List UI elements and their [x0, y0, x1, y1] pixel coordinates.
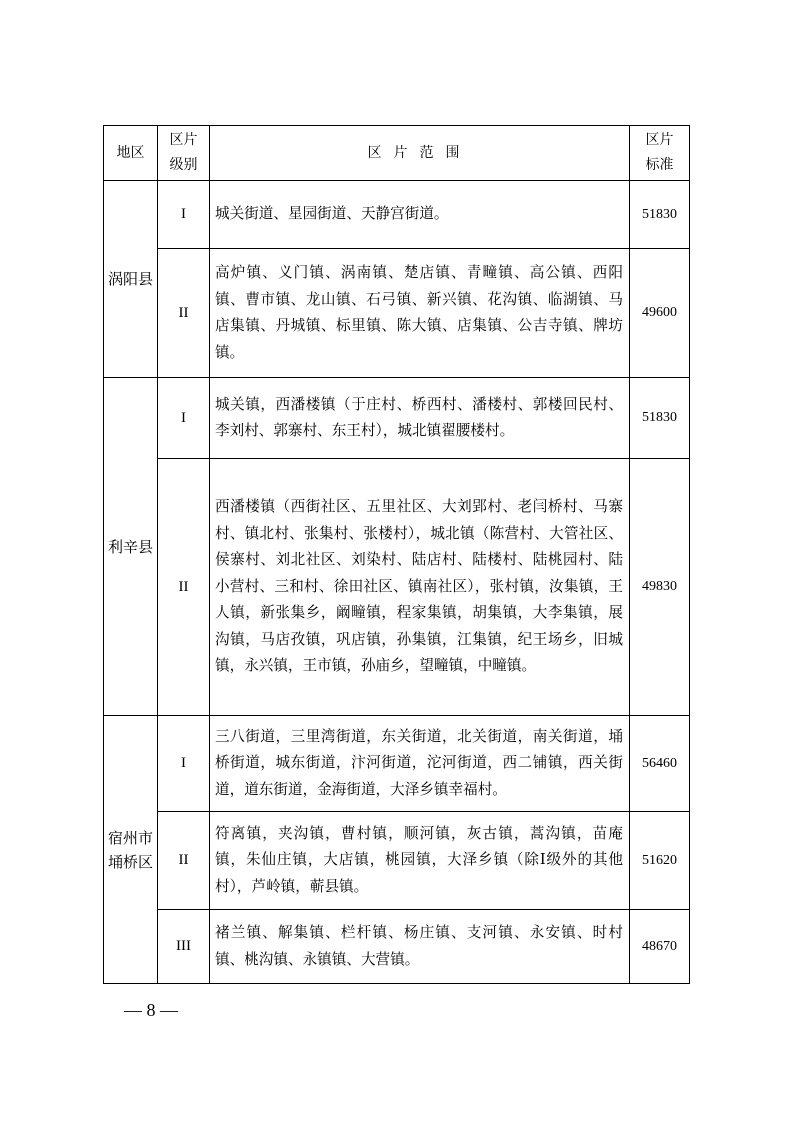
standard-cell: 48670 — [630, 910, 690, 984]
table-row — [104, 378, 690, 459]
table-header-row — [104, 126, 690, 181]
range-cell: 高炉镇、义门镇、涡南镇、楚店镇、青疃镇、高公镇、西阳镇、曹市镇、龙山镇、石弓镇、新兴镇、花沟镇、临湖镇、马店集镇、丹城镇、标里镇、陈大镇、店集镇、公吉寺镇、牌坊镇。 — [210, 249, 630, 378]
range-cell: 城关街道、星园街道、天静宫街道。 — [210, 181, 630, 249]
standard-cell: 49830 — [630, 459, 690, 716]
table-row — [104, 459, 690, 716]
level-cell: I — [158, 716, 210, 812]
level-cell: I — [158, 181, 210, 249]
range-cell: 褚兰镇、解集镇、栏杆镇、杨庄镇、支河镇、永安镇、时村镇、桃沟镇、永镇镇、大营镇。 — [210, 910, 630, 984]
land-price-table — [103, 125, 690, 984]
region-cell: 涡阳县 — [104, 181, 158, 378]
table-row — [104, 716, 690, 812]
region-cell: 宿州市 埇桥区 — [104, 716, 158, 984]
standard-cell: 56460 — [630, 716, 690, 812]
range-cell: 西潘楼镇（西街社区、五里社区、大刘郢村、老闫桥村、马寨村、镇北村、张集村、张楼村），城北镇（陈营村、大管社区、侯寨村、刘北社区、刘染村、陆店村、陆楼村、陆桃园村、陆小营村、三和村、徐田社区、镇南社区），张村镇，汝集镇，王人镇，新张集乡，阚疃镇，程家集镇，胡集镇，大李集镇，展沟镇，马店孜镇，巩店镇，孙集镇，江集镇，纪王场乡，旧城镇，永兴镇，王市镇，孙庙乡，望疃镇，中疃镇。 — [210, 459, 630, 716]
table-row — [104, 910, 690, 984]
standard-cell: 49600 — [630, 249, 690, 378]
level-cell: I — [158, 378, 210, 459]
standard-cell: 51830 — [630, 181, 690, 249]
region-cell: 利辛县 — [104, 378, 158, 716]
level-cell: II — [158, 459, 210, 716]
standard-cell: 51830 — [630, 378, 690, 459]
header-region: 地区 — [104, 126, 158, 181]
header-standard: 区片 标准 — [630, 126, 690, 181]
header-level: 区片 级别 — [158, 126, 210, 181]
table-row — [104, 181, 690, 249]
range-cell: 符离镇，夹沟镇，曹村镇，顺河镇，灰古镇，蒿沟镇，苗庵镇，朱仙庄镇，大店镇，桃园镇，大泽乡镇（除I级外的其他村），芦岭镇，蕲县镇。 — [210, 812, 630, 910]
table-row — [104, 249, 690, 378]
range-cell: 三八街道，三里湾街道，东关街道，北关街道，南关街道，埇桥街道，城东街道，汴河街道，沱河街道，西二铺镇，西关街道，道东街道，金海街道，大泽乡镇幸福村。 — [210, 716, 630, 812]
level-cell: II — [158, 812, 210, 910]
header-range: 区片范围 — [210, 126, 630, 181]
table-row — [104, 812, 690, 910]
level-cell: III — [158, 910, 210, 984]
standard-cell: 51620 — [630, 812, 690, 910]
range-cell: 城关镇，西潘楼镇（于庄村、桥西村、潘楼村、郭楼回民村、李刘村、郭寨村、东王村），城北镇翟腰楼村。 — [210, 378, 630, 459]
level-cell: II — [158, 249, 210, 378]
page-number: — 8 — — [124, 1000, 178, 1020]
